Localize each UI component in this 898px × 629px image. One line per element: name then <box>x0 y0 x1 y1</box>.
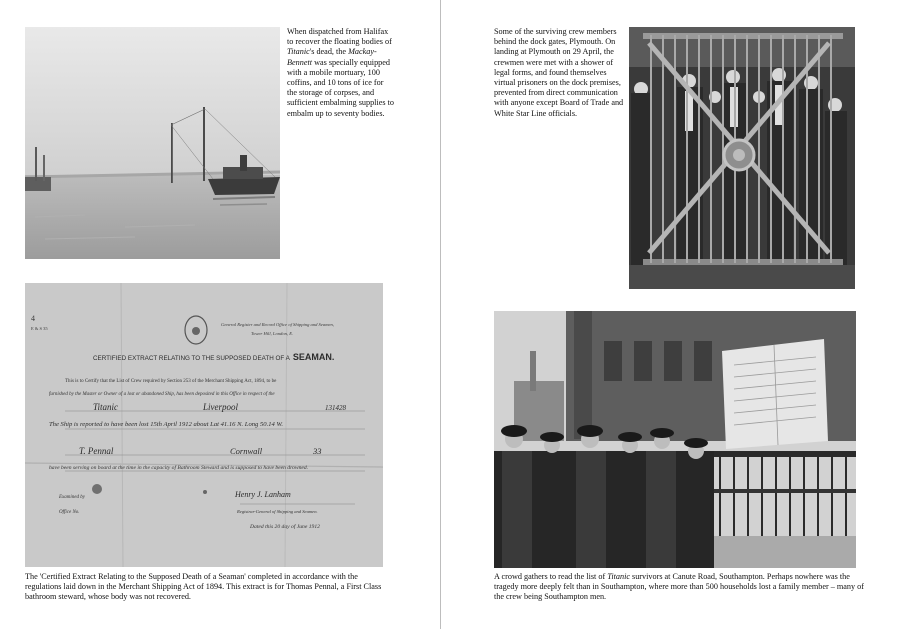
cert-office-no: Office No. <box>59 510 80 515</box>
cert-office-line2: Tower Hill, London, E. <box>251 331 294 336</box>
cert-dated-line: Dated this 20 day of June 1912 <box>250 524 320 530</box>
crowd-caption <box>494 572 866 603</box>
cert-certify-line: This is to Certify that the List of Crew required by Section 253 of the Merchant Shipping Act, 1894, to be <box>65 379 277 384</box>
cert-examined-by: Examined by <box>59 495 85 500</box>
crew-dock-gates-photo <box>629 27 855 289</box>
ship-caption <box>287 27 395 119</box>
ship-caption-before: When dispatched from Halifax to recover the floating bodies of <box>287 27 392 47</box>
cert-ship-name: Titanic <box>93 402 119 412</box>
cert-registrar-line: Registrar-General of Shipping and Seamen. <box>237 509 318 514</box>
death-certificate-image <box>25 283 383 567</box>
cert-official-no: 131428 <box>325 404 346 412</box>
ship-caption-rest: was specially equipped with a mobile mortuary, 100 coffins, and 10 tons of ice for the storage of corpses, and sufficient embalming supplies to embalm up to seventy bodies. <box>287 57 394 118</box>
cert-signature: Henry J. Lanham <box>235 490 291 499</box>
southampton-crowd-photo <box>494 311 856 568</box>
ship-caption-after-titanic: 's dead, the <box>309 47 349 57</box>
dock-gates-caption: Some of the surviving crew members behind the dock gates, Plymouth. On landing at Plymouth on 29 April, the crewmen were met with a shower of legal forms, and found themselves virtual prisoners on the dock premises, prevented from direct communication with anyone except Board of Trade and White Star Line officials. <box>494 27 624 118</box>
cert-office-line1: General Register and Record Office of Shipping and Seamen, <box>221 322 334 327</box>
cert-corner-number: 4 <box>31 314 35 323</box>
crowd-caption-before: A crowd gathers to read the list of <box>494 572 608 581</box>
right-page <box>441 0 898 629</box>
crowd-caption-after: survivors at Canute Road, Southampton. Perhaps nowhere was the tragedy more deeply felt than in Southampton, where more than 500 households lost a family member – many of the crew being Southampton men. <box>494 572 864 602</box>
ship-caption-ship-name: Mackay-Bennett <box>287 47 377 67</box>
cert-corner-code: E & S 35 <box>31 326 48 331</box>
cert-lost-line: The Ship is reported to have been lost 15th April 1912 about Lat 41.16 N. Long 50.14 W. <box>49 421 284 428</box>
ship-mackay-bennett-photo <box>25 27 280 259</box>
cert-heading-part1: CERTIFIED EXTRACT RELATING TO THE SUPPOSED DEATH OF A <box>93 355 290 362</box>
cert-port: Liverpool <box>203 402 238 412</box>
ship-caption-titanic: Titanic <box>287 47 310 57</box>
cert-birthplace: Cornwall <box>230 446 263 456</box>
cert-furnished-line: furnished by the Master or Owner of a lost or abandoned Ship, has been deposited in this Office in respect of the <box>49 392 275 397</box>
cert-heading-seaman: SEAMAN. <box>292 352 335 362</box>
left-page <box>0 0 440 629</box>
cert-age: 33 <box>313 446 322 456</box>
certificate-caption: The 'Certified Extract Relating to the Supposed Death of a Seaman' completed in accordance with the regulations laid down in the Merchant Shipping Act of 1894. This extract is for Thomas Pennal, a First Class bathroom steward, whose body was not recovered. <box>25 572 382 602</box>
cert-seaman-name: T. Pennal <box>79 446 114 456</box>
cert-capacity-line: have been serving on board at the time in the capacity of Bathroom Steward and is supposed to have been drowned. <box>49 465 309 471</box>
crowd-caption-titanic: Titanic <box>607 572 630 581</box>
